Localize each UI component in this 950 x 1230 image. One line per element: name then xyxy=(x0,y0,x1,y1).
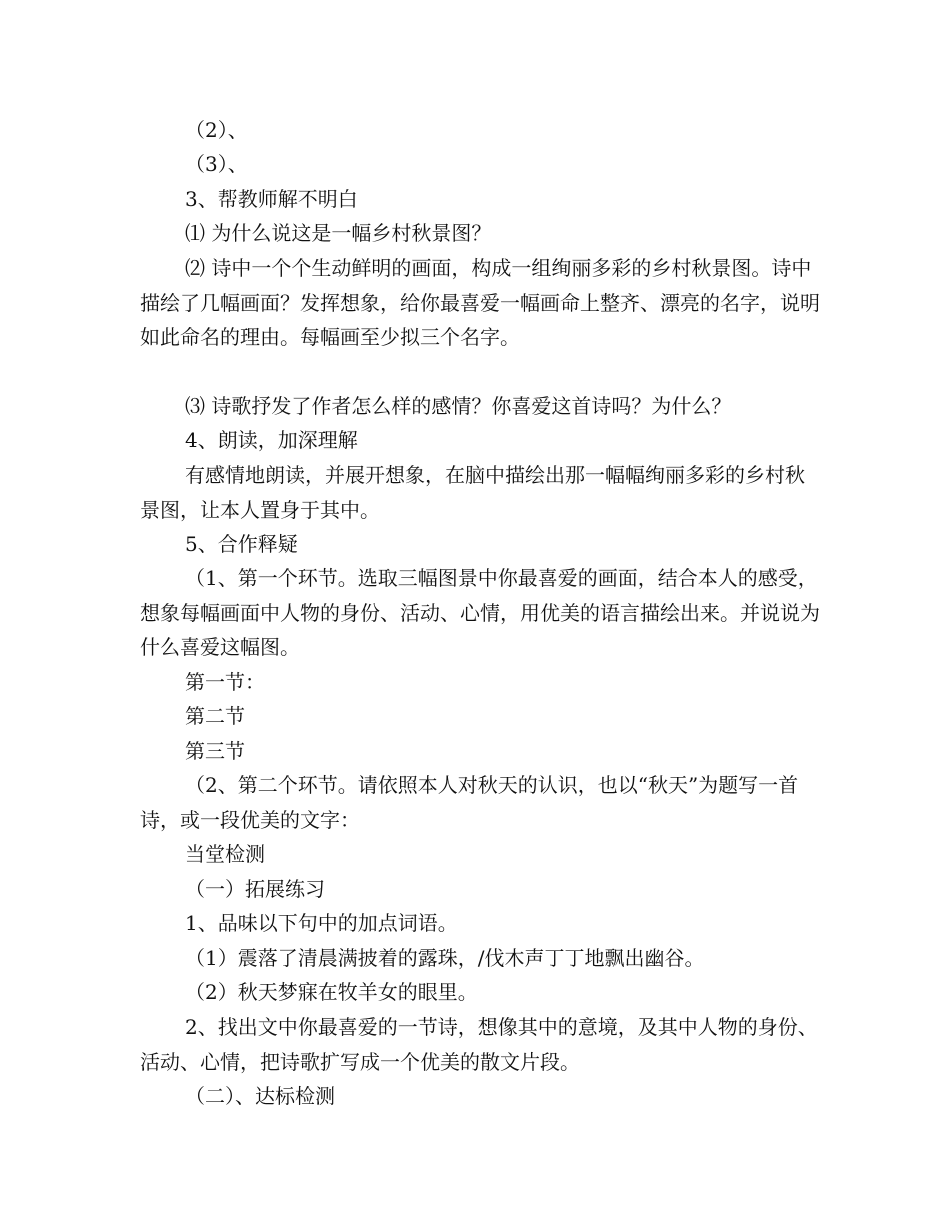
heading-5: 5、合作释疑 xyxy=(185,532,298,556)
question-2: ⑵ 诗中一个个生动鲜明的画面，构成一组绚丽多彩的乡村秋景图。诗中描绘了几幅画面？发挥想象，给你最喜爱一幅画命上整齐、漂亮的名字，说明如此命名的理由。每幅画至少拟三个名字。 xyxy=(140,256,820,349)
question-1: ⑴ 为什么说这是一幅乡村秋景图？ xyxy=(185,221,492,245)
section-3: 第三节 xyxy=(185,739,245,763)
line-2: （2）、 xyxy=(185,118,248,142)
class-test-heading: 当堂检测 xyxy=(185,842,265,866)
activity-1: （1、第一个环节。选取三幅图景中你最喜爱的画面，结合本人的感受，想象每幅画面中人物的身份、活动、心情，用优美的语言描绘出来。并说说为什么喜爱这幅图。 xyxy=(140,566,820,659)
exercise-2: 2、找出文中你最喜爱的一节诗，想像其中的意境，及其中人物的身份、活动、心情，把诗歌扩写成一个优美的散文片段。 xyxy=(140,1015,818,1074)
activity-2: （2、第二个环节。请依照本人对秋天的认识，也以“秋天”为题写一首诗，或一段优美的文字： xyxy=(140,773,799,832)
exercise-1-sentence-2: （2）秋天梦寐在牧羊女的眼里。 xyxy=(185,980,478,1004)
question-3: ⑶ 诗歌抒发了作者怎么样的感情？你喜爱这首诗吗？为什么？ xyxy=(185,394,732,418)
section-2: 第二节 xyxy=(185,704,245,728)
standard-test-heading: （二）、达标检测 xyxy=(185,1084,335,1108)
exercise-1-sentence-1: （1）震落了清晨满披着的露珠，/伐木声丁丁地飘出幽谷。 xyxy=(185,946,705,970)
heading-4: 4、朗读，加深理解 xyxy=(185,428,358,452)
section-1: 第一节： xyxy=(185,670,265,694)
extension-heading: （一）拓展练习 xyxy=(185,877,325,901)
reading-paragraph: 有感情地朗读，并展开想象，在脑中描绘出那一幅幅绚丽多彩的乡村秋景图，让本人置身于其中。 xyxy=(140,463,805,522)
line-3: （3）、 xyxy=(185,152,248,176)
exercise-1: 1、品味以下句中的加点词语。 xyxy=(185,911,458,935)
heading-3: 3、帮教师解不明白 xyxy=(185,187,358,211)
